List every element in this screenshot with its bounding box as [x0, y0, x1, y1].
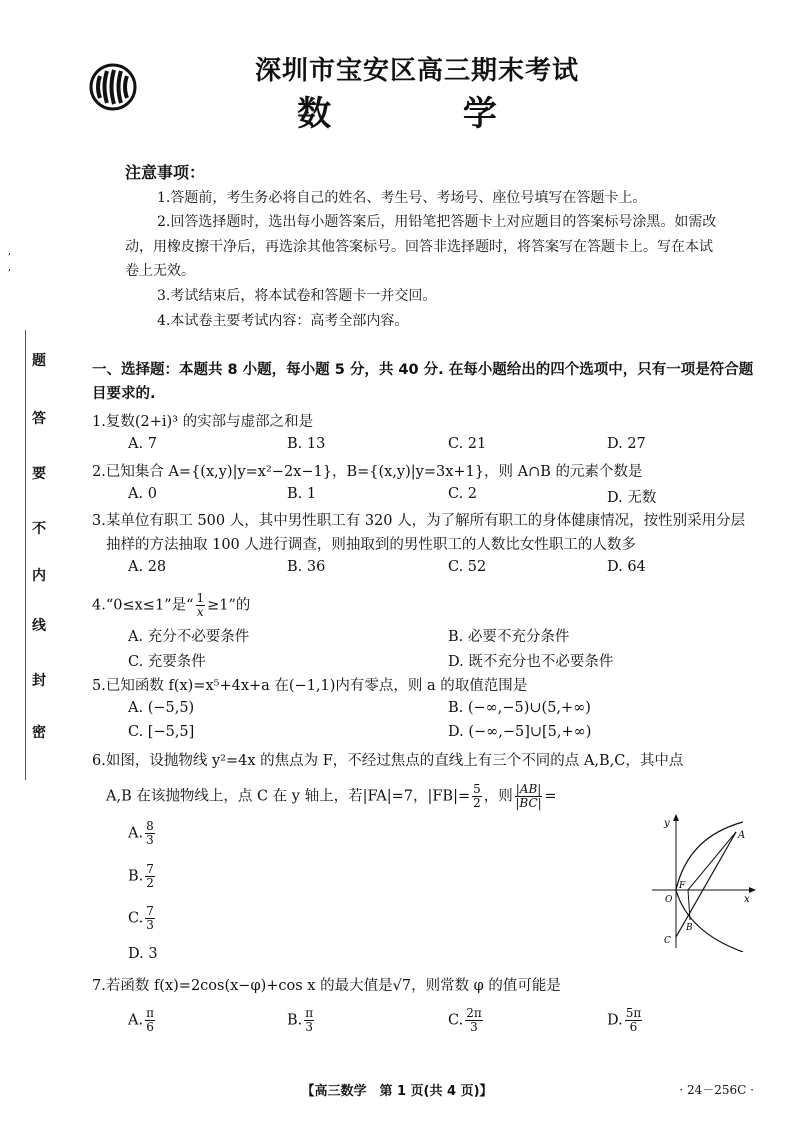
question-stem: 2.已知集合 A={(x,y)|y=x²−2x−1}，B={(x,y)|y=3x+1}，则 A∩B 的元素个数是 — [92, 464, 643, 480]
figure-label: O — [665, 895, 673, 905]
fraction-numerator: 7 — [146, 904, 154, 918]
option-label: D. — [607, 1012, 623, 1029]
figure-label: A — [738, 830, 746, 841]
fraction-denominator: 2 — [146, 876, 154, 890]
option: C. 52 — [448, 559, 487, 575]
binding-char: 答 — [32, 411, 46, 427]
figure-label: y — [664, 818, 670, 829]
fraction-denominator: 6 — [146, 1020, 154, 1034]
margin-mark: , — [8, 262, 12, 273]
fraction-numerator: 5π — [625, 1006, 642, 1020]
fraction-denominator: x — [196, 605, 204, 619]
option: C. 充要条件 — [128, 654, 206, 670]
option-label: A. — [128, 825, 144, 842]
fraction-numerator: 7 — [146, 862, 154, 876]
option: D. 3 — [128, 946, 158, 962]
fraction-denominator: |BC| — [515, 796, 542, 810]
option: A. (−5,5) — [128, 700, 195, 716]
option: C. [−5,5] — [128, 724, 195, 740]
option — [128, 905, 157, 932]
option: B. 必要不充分条件 — [448, 629, 570, 645]
option — [287, 1007, 316, 1034]
exam-title: 深圳市宝安区高三期末考试 — [254, 56, 579, 86]
fraction-denominator: 3 — [146, 833, 154, 847]
option — [128, 863, 157, 890]
question-stem: 7.若函数 f(x)=2cos(x−φ)+cos x 的最大值是√7，则常数 φ 的值可能是 — [92, 978, 561, 994]
option: A. 7 — [128, 436, 157, 452]
fraction — [625, 1007, 643, 1034]
notice-item: 2.回答选择题时，选出每小题答案后，用铅笔把答题卡上对应题目的答案标号涂黑。如需改动，用橡皮擦干净后，再选涂其他答案标号。回答非选择题时，将答案写在答题卡上。写在本试卷上无效。 — [125, 214, 717, 279]
binding-line — [25, 330, 26, 780]
option-label: B. — [287, 1012, 303, 1029]
fraction-numerator: π — [146, 1006, 154, 1020]
fraction-numerator: π — [305, 1006, 314, 1020]
fraction — [515, 783, 543, 810]
fraction-numerator: 5 — [473, 782, 481, 796]
page-footer: 【高三数学 第 1 页(共 4 页)】 — [301, 1084, 493, 1099]
option — [128, 820, 157, 847]
option-label: A. — [128, 1012, 144, 1029]
notice-item: 3.考试结束后，将本试卷和答题卡一并交回。 — [157, 288, 437, 304]
option-label: C. — [448, 1012, 464, 1029]
fraction — [304, 1007, 314, 1034]
notice-item: 4.本试卷主要考试内容：高考全部内容。 — [157, 313, 409, 329]
stem-part: ≥1”的 — [207, 597, 251, 614]
binding-char: 要 — [32, 466, 46, 482]
question-stem — [92, 509, 754, 557]
fraction — [465, 1007, 483, 1034]
stem-part: = — [544, 788, 557, 805]
fraction — [145, 863, 155, 890]
binding-char: 不 — [32, 521, 46, 537]
option: D. (−∞,−5]∪[5,+∞) — [448, 724, 592, 740]
fraction-denominator: 3 — [470, 1020, 478, 1034]
paper-code: · 24－256C · — [679, 1083, 754, 1097]
question-stem: 1.复数(2+i)³ 的实部与虚部之和是 — [92, 414, 314, 430]
question-stem — [92, 592, 754, 619]
question-stem: 6.如图，设抛物线 y²=4x 的焦点为 F，不经过焦点的直线上有三个不同的点 A,B,C，其中点 — [92, 753, 684, 769]
option: D. 27 — [607, 436, 646, 452]
fraction-denominator: 3 — [305, 1020, 314, 1034]
fraction — [145, 820, 155, 847]
notice-title: 注意事项： — [125, 163, 206, 182]
fraction-denominator: 2 — [473, 796, 481, 810]
option: D. 无数 — [607, 490, 657, 506]
fraction — [196, 592, 206, 619]
fraction — [145, 905, 155, 932]
stem-part: A,B 在该抛物线上，点 C 在 y 轴上，若|FA|=7，|FB|= — [106, 788, 471, 805]
margin-mark: , — [8, 246, 12, 257]
binding-char: 线 — [32, 618, 46, 634]
option: A. 充分不必要条件 — [128, 629, 250, 645]
subject-title: 数 学 — [297, 94, 557, 134]
fraction — [145, 1007, 155, 1034]
question-stem — [92, 783, 768, 810]
option-label: C. — [128, 910, 144, 927]
figure-label: x — [744, 894, 750, 905]
binding-char: 题 — [32, 353, 46, 369]
section-heading: 一、选择题：本题共 8 小题，每小题 5 分，共 40 分. 在每小题给出的四个选项中，只有一项是符合题目要求的. — [92, 362, 754, 402]
option-label: B. — [128, 868, 144, 885]
option — [448, 1007, 485, 1034]
notice-item: 1.答题前，考生务必将自己的姓名、考生号、考场号、座位号填写在答题卡上。 — [157, 190, 647, 206]
binding-char: 封 — [32, 673, 46, 689]
option — [607, 1007, 644, 1034]
stem-part: 4.“0≤x≤1”是“ — [92, 597, 194, 614]
fraction-denominator: 6 — [629, 1020, 638, 1034]
option: B. (−∞,−5)∪(5,+∞) — [448, 700, 591, 716]
fraction-numerator: |AB| — [515, 782, 542, 796]
option: A. 0 — [128, 486, 157, 502]
fraction — [472, 783, 482, 810]
binding-char: 密 — [32, 725, 46, 741]
option: B. 36 — [287, 559, 326, 575]
option: A. 28 — [128, 559, 167, 575]
fraction-numerator: 2π — [466, 1006, 482, 1020]
figure-label: F — [679, 881, 686, 891]
stem-part: ，则 — [483, 788, 513, 805]
figure-label: C — [664, 936, 671, 946]
fraction-numerator: 1 — [196, 591, 205, 605]
fraction-denominator: 3 — [146, 918, 154, 932]
option: C. 21 — [448, 436, 487, 452]
option: D. 既不充分也不必要条件 — [448, 654, 614, 670]
option: B. 1 — [287, 486, 317, 502]
parabola-figure — [648, 812, 758, 952]
option — [128, 1007, 157, 1034]
option: B. 13 — [287, 436, 326, 452]
question-stem-text: 3.某单位有职工 500 人，其中男性职工有 320 人，为了解所有职工的身体健康情况，按性别采用分层抽样的方法抽取 100 人进行调查，则抽取到的男性职工的人数比女性职工的人数多 — [92, 513, 746, 553]
figure-label: B — [686, 923, 693, 933]
option: C. 2 — [448, 486, 478, 502]
fraction-numerator: 8 — [146, 819, 154, 833]
binding-char: 内 — [32, 568, 46, 584]
option: D. 64 — [607, 559, 646, 575]
question-stem: 5.已知函数 f(x)=x⁵+4x+a 在(−1,1)内有零点，则 a 的取值范围是 — [92, 678, 528, 694]
